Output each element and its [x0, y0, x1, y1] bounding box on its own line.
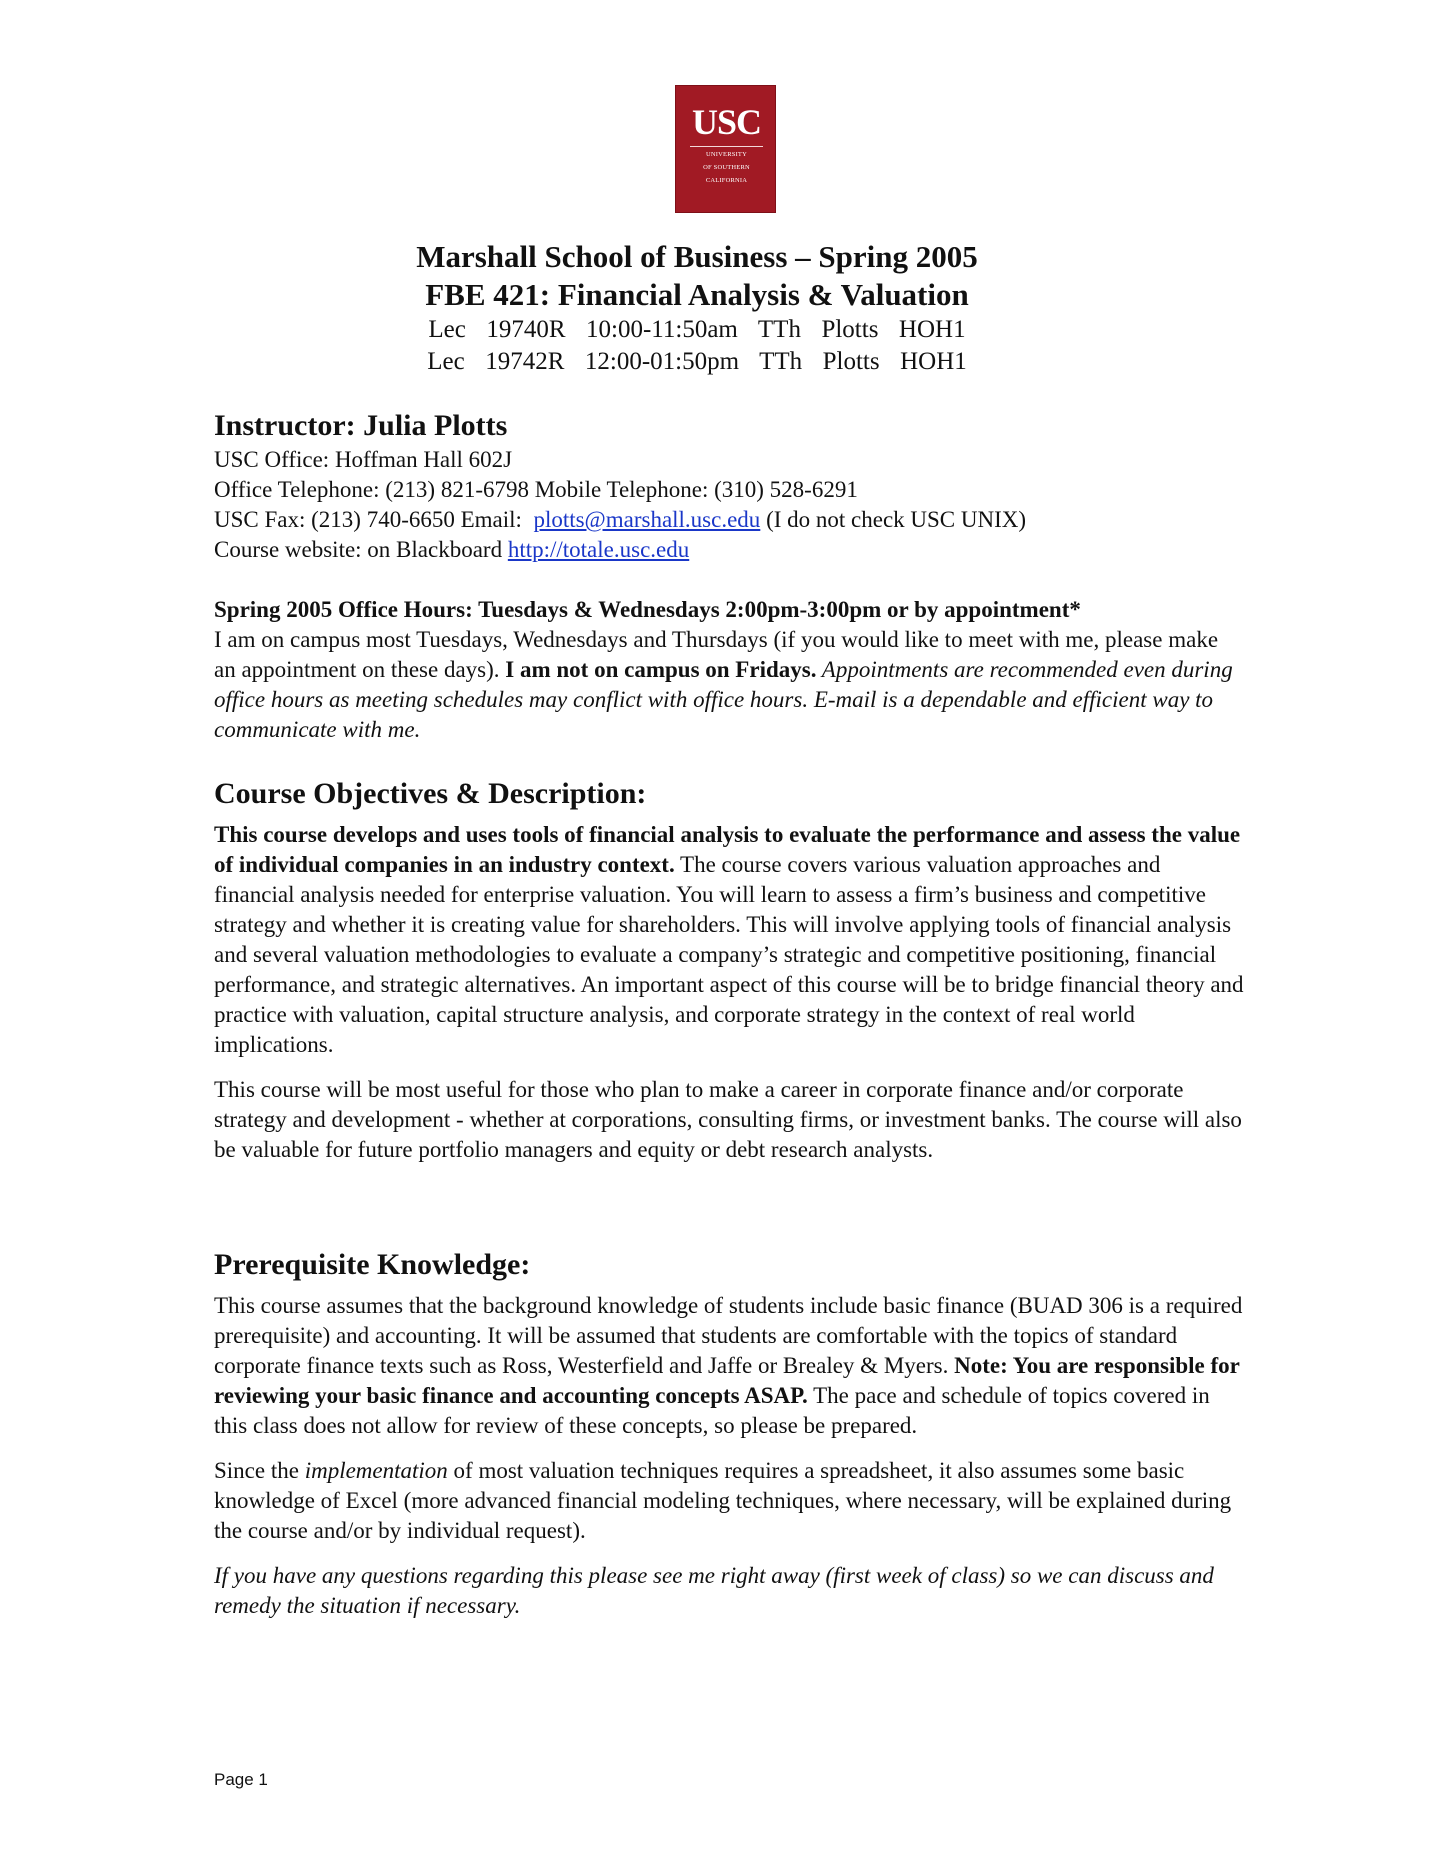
- instructor-section: [214, 407, 1244, 565]
- website-line: [214, 535, 1244, 565]
- prereq-p1-bold: Note: You are responsible for reviewing your basic finance and accounting concepts ASAP.: [214, 1353, 1240, 1408]
- prereq-p2-text-a: Since the: [214, 1458, 305, 1483]
- office-hours-section: [214, 595, 1244, 745]
- phone-numbers: Office Telephone: (213) 821-6798 Mobile Telephone: (310) 528-6291: [214, 477, 858, 502]
- prereq-paragraph-3: If you have any questions regarding this please see me right away (first week of class) so we can discuss and remedy the situation if necessary.: [214, 1563, 1214, 1618]
- objectives-section: [214, 776, 1244, 1165]
- logo-wordmark: USC: [691, 102, 762, 142]
- fax-text: USC Fax: (213) 740-6650 Email:: [214, 507, 534, 532]
- prereq-paragraph-1: [214, 1291, 1244, 1441]
- lecture-section-2: Lec 19742R 12:00-01:50pm TTh Plotts HOH1: [427, 348, 967, 375]
- email-note: (I do not check USC UNIX): [760, 507, 1027, 532]
- objectives-title: Course Objectives & Description:: [214, 777, 647, 810]
- objectives-p1-bold: This course develops and uses tools of financial analysis to evaluate the performance and assess the value of individual companies in an industry context.: [214, 822, 1241, 877]
- prereq-p2-text-b: of most valuation techniques requires a spreadsheet, it also assumes some basic knowledge of Excel (more advanced financial modeling techniques, where necessary, will be explained during the course and/or by individual request).: [214, 1458, 1232, 1543]
- lecture-section-1: Lec 19740R 10:00-11:50am TTh Plotts HOH1: [428, 316, 966, 343]
- prereq-paragraph-2: [214, 1456, 1244, 1546]
- objectives-paragraph-2: This course will be most useful for those who plan to make a career in corporate finance and/or corporate strategy and development - whether at corporations, consulting firms, or investment banks. The course will also be valuable for future portfolio managers and equity or debt research analysts.: [214, 1077, 1242, 1162]
- website-text: Course website: on Blackboard: [214, 537, 508, 562]
- logo-line-1: UNIVERSITY: [706, 151, 747, 158]
- course-title: FBE 421: Financial Analysis & Valuation: [425, 277, 969, 312]
- office-hours-text-bold: I am not on campus on Fridays.: [505, 657, 817, 682]
- logo-line-2: OF SOUTHERN: [703, 164, 750, 171]
- email-link[interactable]: plotts@marshall.usc.edu: [533, 507, 761, 532]
- prereq-p1-text-b: The pace and schedule of topics covered in this class does not allow for review of these concepts, so please be prepared.: [214, 1383, 1210, 1438]
- page-number: Page 1: [214, 1770, 268, 1789]
- prereq-p2-italic: implementation: [304, 1458, 448, 1483]
- objectives-p1-text: The course covers various valuation approaches and financial analysis needed for enterprise valuation. You will learn to assess a firm’s business and competitive strategy and whether it is creating value for shareholders. This will involve applying tools of financial analysis and several valuation methodologies to evaluate a company’s strategic and competitive positioning, financial performance, and strategic alternatives. An important aspect of this course will be to bridge financial theory and practice with valuation, capital structure analysis, and corporate strategy in the context of real world implications.: [214, 852, 1244, 1057]
- office-hours-heading: Spring 2005 Office Hours: Tuesdays & Wednesdays 2:00pm-3:00pm or by appointment*: [214, 597, 1081, 622]
- website-link[interactable]: http://totale.usc.edu: [507, 537, 690, 562]
- instructor-title: Instructor: Julia Plotts: [214, 409, 508, 442]
- objectives-paragraph-1: [214, 820, 1244, 1060]
- office-location: USC Office: Hoffman Hall 602J: [214, 447, 513, 472]
- school-title: Marshall School of Business – Spring 2005: [416, 239, 978, 274]
- office-hours-text-plain: I am on campus most Tuesdays, Wednesdays and Thursdays (if you would like to meet with me, please make an appointment on these days).: [214, 627, 1219, 682]
- logo-line-3: CALIFORNIA: [705, 177, 748, 184]
- logo-divider: [690, 146, 763, 147]
- fax-email-line: [214, 505, 1244, 535]
- usc-logo: [675, 85, 776, 213]
- prereq-title: Prerequisite Knowledge:: [214, 1248, 531, 1281]
- prereq-p1-text-a: This course assumes that the background knowledge of students include basic finance (BUAD 306 is a required prerequisite) and accounting. It will be assumed that students are comfortable with the topics of standard corporate finance texts such as Ross, Westerfield and Jaffe or Brealey & Myers.: [214, 1293, 1243, 1378]
- office-hours-text: [214, 625, 1244, 745]
- prereq-section: [214, 1247, 1244, 1621]
- course-header: [182, 238, 1212, 378]
- office-hours-text-italic: Appointments are recommended even during office hours as meeting schedules may conflict with office hours. E-mail is a dependable and efficient way to communicate with me.: [214, 657, 1233, 742]
